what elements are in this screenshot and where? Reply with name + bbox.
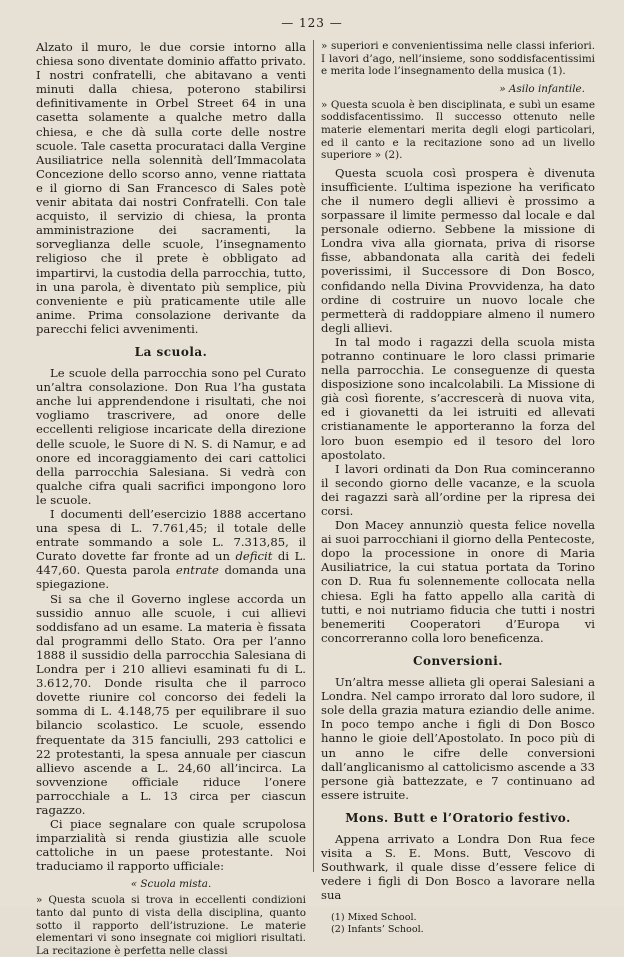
paragraph: Appena arrivato a Londra Don Rua fece visita a S. E. Mons. Butt, Vescovo di Southwark, il quale disse d’essere felice di vedere i figli di Don Bosco a lavorare nella sua (321, 831, 595, 903)
italic-word: deficit (235, 549, 273, 564)
section-heading-butt: Mons. Butt e l’Oratorio festivo. (345, 810, 571, 825)
paragraph: In tal modo i ragazzi della scuola mista potranno continuare le loro classi primarie nella parrocchia. Le conseguenze di questa disposizione sono incalcolabili. La Missione di già così fiorente, s’accrescerà di nuova vita, ed i giovanetti da lei istruiti ed allevati cristianamente le apporteranno la forza del loro buon esempio ed il tesoro del loro apostolato. (321, 334, 595, 462)
paragraph: Don Macey annunziò questa felice novella ai suoi parrocchiani il giorno della Pentecoste, dopo la processione in onore di Maria Ausiliatrice, la cui statua portata da Torino con D. Rua fu solennemente collocata nella chiesa. Egli ha fatto appello alla carità di tutti, e noi nutriamo fiducia che tutti i nostri benemeriti Cooperatori d’Europa vi concorreranno colla loro beneficenza. (321, 518, 595, 645)
paragraph: Un’altra messe allieta gli operai Salesiani a Londra. Nel campo irrorato dal loro sudore, il sole della grazia matura eziandio delle anime. In poco tempo anche i figli di Don Bosco hanno le gioie dell’Apostolato. In poco più di un anno le cifre delle conversioni dall’anglicanismo al cattolicismo ascende a 33 persone già battezzate, e 7 continuano ad essere istruite. (321, 675, 595, 802)
column-divider (313, 40, 314, 872)
footnote: (2) Infants’ School. (331, 924, 424, 936)
paragraph: I documenti dell’esercizio 1888 accertano una spesa di L. 7.761,45; il totale delle entrate sommando a sole L. 7.313,85, il Curato dovette far fronte ad un deficit di L. 447,60. Questa parola entrate domanda una spiegazione. (36, 507, 307, 592)
paragraph: Ci piace segnalare con quale scrupolosa imparzialità si renda giustizia alle scuole cattoliche in un paese protestante. Noi traduciamo il rapporto ufficiale: (36, 817, 306, 874)
quoted-report: » superiori e convenientissima nelle classi inferiori. I lavori d’ago, nell’insieme, sono soddisfacentissimi e merita lode l’insegnamento della musica (1). (321, 40, 595, 78)
left-column (36, 40, 306, 957)
quoted-report: » Questa scuola è ben disciplinata, e subì un esame soddisfacentissimo. Il successo ottenuto nelle materie elementari merita degli elogi particolari, ed il canto e la recitazione sono ad un livello superiore » (2). (321, 98, 595, 162)
footnotes (321, 912, 595, 935)
paragraph: Le scuole della parrocchia sono pel Curato un’altra consolazione. Don Rua l’ha gustata anche lui apprendendone i risultati, che noi vogliamo trascrivere, ad onore delle eccellenti religiose incaricate della direzione delle scuole, le Suore di N. S. di Namur, e ad onore ed incoraggiamento dei cari cattolici della parrocchia Salesiana. Si vedrà con qualche cifra quali sacrifici impongono loro le scuole. (36, 366, 306, 507)
italic-word: entrate (175, 563, 219, 578)
page-number: — 123 — (281, 16, 343, 30)
paragraph: Questa scuola così prospera è divenuta insufficiente. L’ultima ispezione ha verificato che il numero degli allievi è prossimo a sorpassare il limite permesso dal locale e dal personale odierno. Sebbene la missione di Londra viva alla giornata, priva di risorse fisse, abbandonata alla carità dei fedeli poverissimi, il Successore di Don Bosco, confidando nella Divina Provvidenza, ha dato ordine di costruire un nuovo locale che permetterà di raddoppiare almeno il numero degli allievi. (321, 165, 595, 335)
quote-title: « Scuola mista. (130, 878, 212, 891)
quote-title: » Asilo infantile. (499, 82, 585, 95)
paragraph: Si sa che il Governo inglese accorda un sussidio annuo alle scuole, i cui allievi soddisfano ad un esame. La materia è fissata dal programmi dello Stato. Ora per l’anno 1888 il sussidio della parrocchia Salesiana di Londra per i 210 allievi esaminati fu di L. 3.612,70. Donde risulta che il parroco dovette riunire col concorso dei fedeli la somma di L. 4.148,75 per equilibrare il suo bilancio scolastico. Le scuole, essendo frequentate da 315 fanciulli, 293 cattolici e 22 protestanti, la spesa annuale per ciascun allievo ascende a L. 24,60 all’incirca. La sovvenzione officiale riduce l’onere parrocchiale a L. 13 circa per ciascun ragazzo. (36, 591, 306, 817)
section-heading-scuola: La scuola. (134, 344, 208, 359)
section-heading-conversioni: Conversioni. (413, 653, 503, 668)
right-column (321, 40, 595, 936)
footnote: (1) Mixed School. (331, 912, 417, 924)
paragraph: Alzato il muro, le due corsie intorno alla chiesa sono diventate dominio affatto privato. I nostri confratelli, che abitavano a venti minuti dalla chiesa, poterono stabilirsi definitivamente in Orbel Street 64 in una casetta solamente a qualche metro dalla chiesa, e che dà sulla corte delle nostre scuole. Tale casetta procurataci dalla Vergine Ausiliatrice nella solennità dell’Immacolata Concezione dello scorso anno, venne riattata e il giorno di San Francesco di Sales potè venir abitata dai nostri Confratelli. Con tale acquisto, il servizio di chiesa, la pronta amministrazione dei sacramenti, la sorveglianza delle scuole, l’insegnamento religioso che il prete è obbligato ad impartirvi, la custodia della parrocchia, tutto, in una parola, è diventato più semplice, più conveniente e più praticamente utile alle anime. Prima consolazione derivante da parecchi felici avvenimenti. (36, 40, 306, 336)
paragraph: I lavori ordinati da Don Rua cominceranno il secondo giorno delle vacanze, e la scuola dei ragazzi sarà all’ordine per la ripresa dei corsi. (321, 461, 595, 518)
quoted-report: » Questa scuola si trova in eccellenti condizioni tanto dal punto di vista della disciplina, quanto sotto il rapporto dell’istruzione. Le materie elementari vi sono insegnate coi migliori risultati. La recitazione è perfetta nelle classi (36, 894, 306, 957)
